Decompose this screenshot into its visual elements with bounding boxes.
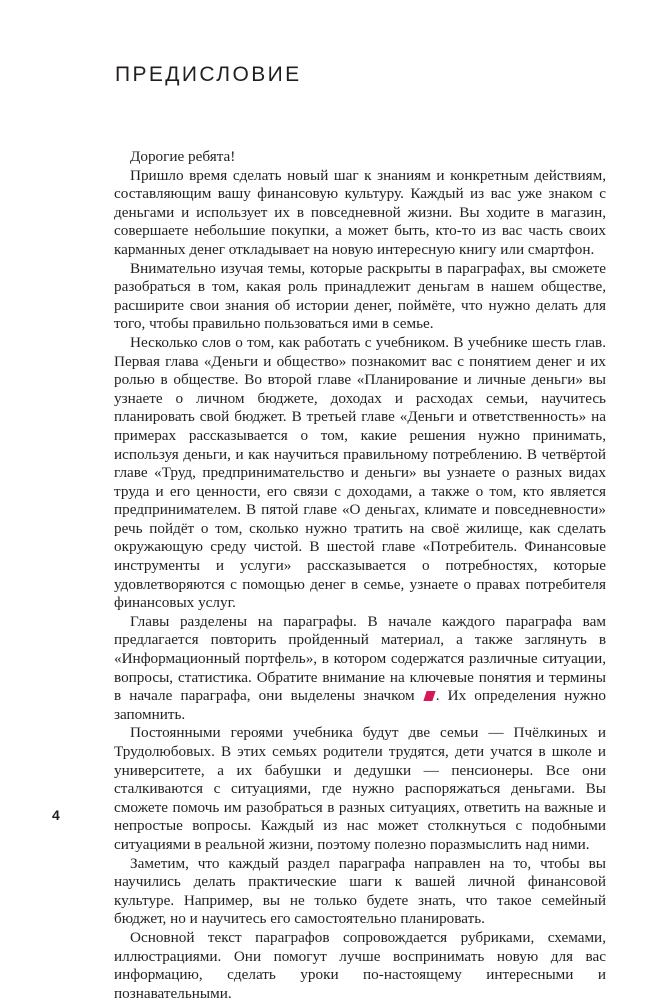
page-title: ПРЕДИСЛОВИЕ — [115, 63, 302, 86]
paragraph-heroes: Постоянными героями учебника будут две семьи — Пчёлкиных и Трудолюбовых. В этих семьях родители трудятся, дети учатся в школе и университете, а их бабушки и дедушки — пенсионеры. Все они сталкиваются с ситуациями, где нужно распоряжаться деньгами. Вы сможете помочь им разобраться в разных ситуациях, ответить на важные и непростые вопросы. Каждый из нас может столкнуться с подобными ситуациями в реальной жизни, поэтому полезно поразмыслить над ними. — [114, 724, 606, 853]
structure-text: Главы разделены на параграфы. В начале каждого параграфа вам предлагается повторить пройденный материал, а также заглянуть в «Информационный портфель», в котором содержатся различные ситуации, вопросы, статистика. Обратите внимание на ключевые понятия и термины в начале параграфа, они выделены значком — [114, 612, 606, 705]
paragraph-chapters: Несколько слов о том, как работать с учебником. В учебнике шесть глав. Первая глава «Деньги и общество» познакомит вас с понятием денег и их ролью в обществе. Во второй главе «Планирование и личные деньги» вы узнаете о личном бюджете, доходах и расходах семьи, научитесь планировать свой бюджет. В третьей главе «Деньги и ответственность» на примерах рассказывается о том, какие решения нужно принимать, используя деньги, и как научиться правильному потреблению. В четвёртой главе «Труд, предпринимательство и деньги» вы узнаете о разных видах труда и его ценности, его связи с доходами, а также о том, кто является предпринимателем. В пятой главе «О деньгах, климате и повседневности» речь пойдёт о том, сколько нужно тратить на своё жилище, как сделать окружающую среду чистой. В шестой главе «Потребитель. Финансовые инструменты и услуги» рассказывается о потребностях, которые удовлетворяются с помощью денег в семье, узнаете о правах потребителя финансовых услуг. — [114, 333, 606, 612]
preface-text — [114, 148, 606, 1003]
pink-square-marker-icon — [423, 691, 435, 701]
page-number: 4 — [52, 807, 60, 823]
paragraph-topics: Внимательно изучая темы, которые раскрыты в параграфах, вы сможете разобраться в том, какая роль принадлежит деньгам в нашем обществе, расширите свои знания об истории денег, поймёте, что нужно делать для того, чтобы правильно пользоваться ими в семье. — [114, 259, 606, 333]
structure-text-end: . Их определения нужно запомнить. — [114, 687, 606, 723]
paragraph-intro: Пришло время сделать новый шаг к знаниям и конкретным действиям, составляющим вашу финансовую культуру. Каждый из вас уже знаком с деньгами и использует их в повседневной жизни. Вы ходите в магазин, совершаете небольшие покупки, а может быть, кто-то из вас часть своих карманных денег откладывает на новую интересную книгу или смартфон. — [114, 166, 606, 258]
paragraph-practice: Заметим, что каждый раздел параграфа направлен на то, чтобы вы научились делать практические шаги к вашей личной финансовой культуре. Например, вы не только будете знать, что такое семейный бюджет, но и научитесь его самостоятельно планировать. — [114, 854, 606, 928]
paragraph-greeting: Дорогие ребята! — [130, 148, 236, 165]
paragraph-illustrations: Основной текст параграфов сопровождается рубриками, схемами, иллюстрациями. Они помогут лучше воспринимать новую для вас информацию, сделать уроки по-настоящему интересными и познавательными. — [114, 928, 606, 1002]
paragraph-structure — [114, 613, 606, 725]
